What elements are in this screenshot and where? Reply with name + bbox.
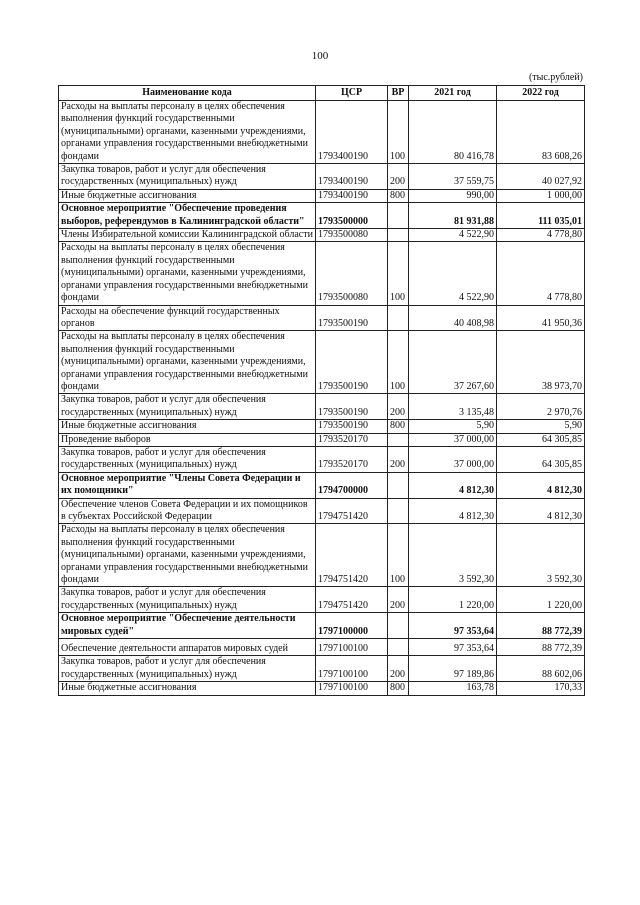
header-csr: ЦСР (316, 86, 388, 101)
row-name-cell: Расходы на обеспечение функций государственных органов (59, 305, 316, 331)
row-name-cell: Закупка товаров, работ и услуг для обеспечения государственных (муниципальных) нужд (59, 164, 316, 190)
row-name-cell: Основное мероприятие "Обеспечение деятельности мировых судей" (59, 613, 316, 639)
table-row (59, 587, 585, 613)
row-name-cell: Расходы на выплаты персоналу в целях обеспечения выполнения функций государственными (муниципальными) органами, казенными учреждениями, органами управления государственными внебюджетными фондами (59, 524, 316, 587)
table-row (59, 420, 585, 433)
row-name-cell: Иные бюджетные ассигнования (59, 682, 316, 695)
row-name-cell: Закупка товаров, работ и услуг для обеспечения государственных (муниципальных) нужд (59, 446, 316, 472)
header-2021: 2021 год (409, 86, 497, 101)
row-2021-cell: 4 522,90 (409, 242, 497, 305)
row-csr-cell: 1793400190 (316, 101, 388, 164)
row-vr-cell: 100 (388, 101, 409, 164)
table-row (59, 682, 585, 695)
row-2022-cell: 88 772,39 (497, 639, 585, 656)
row-2021-cell: 1 220,00 (409, 587, 497, 613)
row-csr-cell: 1797100100 (316, 682, 388, 695)
row-csr-cell: 1797100100 (316, 656, 388, 682)
row-2021-cell: 37 267,60 (409, 331, 497, 394)
row-name-cell: Иные бюджетные ассигнования (59, 189, 316, 202)
row-2021-cell: 163,78 (409, 682, 497, 695)
row-csr-cell: 1793500000 (316, 203, 388, 229)
row-csr-cell: 1793520170 (316, 433, 388, 446)
row-name-cell: Закупка товаров, работ и услуг для обеспечения государственных (муниципальных) нужд (59, 587, 316, 613)
table-row (59, 446, 585, 472)
row-2022-cell: 83 608,26 (497, 101, 585, 164)
row-vr-cell: 800 (388, 189, 409, 202)
row-2022-cell: 5,90 (497, 420, 585, 433)
row-csr-cell: 1793500190 (316, 305, 388, 331)
row-vr-cell: 200 (388, 394, 409, 420)
row-vr-cell (388, 472, 409, 498)
row-2022-cell: 2 970,76 (497, 394, 585, 420)
row-vr-cell (388, 639, 409, 656)
row-csr-cell: 1794700000 (316, 472, 388, 498)
row-csr-cell: 1797100000 (316, 613, 388, 639)
table-row (59, 305, 585, 331)
units-label: (тыс.рублей) (528, 72, 583, 83)
row-2022-cell: 111 035,01 (497, 203, 585, 229)
header-vr: ВР (388, 86, 409, 101)
table-row (59, 203, 585, 229)
row-2021-cell: 40 408,98 (409, 305, 497, 331)
row-name-cell: Расходы на выплаты персоналу в целях обеспечения выполнения функций государственными (муниципальными) органами, казенными учреждениями, органами управления государственными внебюджетными фондами (59, 331, 316, 394)
row-name-cell: Расходы на выплаты персоналу в целях обеспечения выполнения функций государственными (муниципальными) органами, казенными учреждениями, органами управления государственными внебюджетными фондами (59, 101, 316, 164)
row-2021-cell: 4 522,90 (409, 229, 497, 242)
row-csr-cell: 1793500190 (316, 420, 388, 433)
row-2021-cell: 5,90 (409, 420, 497, 433)
row-2022-cell: 41 950,36 (497, 305, 585, 331)
row-2022-cell: 4 812,30 (497, 498, 585, 524)
table-header-row (59, 86, 585, 101)
row-name-cell: Члены Избирательной комиссии Калининградской области (59, 229, 316, 242)
page-number: 100 (311, 50, 329, 62)
row-2022-cell: 3 592,30 (497, 524, 585, 587)
header-name: Наименование кода (59, 86, 316, 101)
row-vr-cell (388, 498, 409, 524)
row-2021-cell: 37 000,00 (409, 446, 497, 472)
row-2021-cell: 3 135,48 (409, 394, 497, 420)
row-csr-cell: 1793500190 (316, 394, 388, 420)
row-name-cell: Обеспечение деятельности аппаратов мировых судей (59, 639, 316, 656)
table-row (59, 164, 585, 190)
row-vr-cell: 200 (388, 446, 409, 472)
row-csr-cell: 1793400190 (316, 164, 388, 190)
row-vr-cell: 200 (388, 587, 409, 613)
row-csr-cell: 1793500190 (316, 331, 388, 394)
row-name-cell: Расходы на выплаты персоналу в целях обеспечения выполнения функций государственными (муниципальными) органами, казенными учреждениями, органами управления государственными внебюджетными фондами (59, 242, 316, 305)
row-2021-cell: 80 416,78 (409, 101, 497, 164)
row-csr-cell: 1794751420 (316, 498, 388, 524)
row-2022-cell: 4 778,80 (497, 229, 585, 242)
row-vr-cell: 100 (388, 242, 409, 305)
row-vr-cell: 200 (388, 164, 409, 190)
row-vr-cell: 100 (388, 524, 409, 587)
row-name-cell: Проведение выборов (59, 433, 316, 446)
row-2022-cell: 88 602,06 (497, 656, 585, 682)
row-vr-cell (388, 305, 409, 331)
row-vr-cell (388, 613, 409, 639)
row-2021-cell: 81 931,88 (409, 203, 497, 229)
row-2021-cell: 97 353,64 (409, 613, 497, 639)
row-2022-cell: 4 778,80 (497, 242, 585, 305)
row-2021-cell: 3 592,30 (409, 524, 497, 587)
table-row (59, 498, 585, 524)
table-row (59, 524, 585, 587)
table-row (59, 189, 585, 202)
row-2021-cell: 4 812,30 (409, 472, 497, 498)
row-2022-cell: 170,33 (497, 682, 585, 695)
row-vr-cell: 800 (388, 682, 409, 695)
row-2021-cell: 37 559,75 (409, 164, 497, 190)
row-2021-cell: 37 000,00 (409, 433, 497, 446)
row-2022-cell: 4 812,30 (497, 472, 585, 498)
row-2022-cell: 88 772,39 (497, 613, 585, 639)
row-name-cell: Обеспечение членов Совета Федерации и их помощников в субъектах Российской Федерации (59, 498, 316, 524)
row-vr-cell (388, 229, 409, 242)
table-row (59, 472, 585, 498)
row-csr-cell: 1793500080 (316, 242, 388, 305)
row-2021-cell: 97 189,86 (409, 656, 497, 682)
row-vr-cell (388, 203, 409, 229)
table-row (59, 433, 585, 446)
row-csr-cell: 1794751420 (316, 524, 388, 587)
row-csr-cell: 1793500080 (316, 229, 388, 242)
table-row (59, 656, 585, 682)
budget-table (58, 85, 585, 696)
row-name-cell: Основное мероприятие "Обеспечение проведения выборов, референдумов в Калининградской области" (59, 203, 316, 229)
table-body (59, 101, 585, 696)
row-csr-cell: 1797100100 (316, 639, 388, 656)
table-row (59, 242, 585, 305)
table-row (59, 639, 585, 656)
row-2021-cell: 4 812,30 (409, 498, 497, 524)
row-2021-cell: 990,00 (409, 189, 497, 202)
row-vr-cell: 100 (388, 331, 409, 394)
table-row (59, 331, 585, 394)
row-2022-cell: 40 027,92 (497, 164, 585, 190)
row-csr-cell: 1793520170 (316, 446, 388, 472)
row-name-cell: Основное мероприятие "Члены Совета Федерации и их помощники" (59, 472, 316, 498)
row-2022-cell: 1 220,00 (497, 587, 585, 613)
table-row (59, 229, 585, 242)
table-row (59, 101, 585, 164)
row-name-cell: Закупка товаров, работ и услуг для обеспечения государственных (муниципальных) нужд (59, 656, 316, 682)
row-name-cell: Закупка товаров, работ и услуг для обеспечения государственных (муниципальных) нужд (59, 394, 316, 420)
row-csr-cell: 1794751420 (316, 587, 388, 613)
row-2022-cell: 64 305,85 (497, 433, 585, 446)
row-2022-cell: 1 000,00 (497, 189, 585, 202)
table-row (59, 613, 585, 639)
header-2022: 2022 год (497, 86, 585, 101)
table-row (59, 394, 585, 420)
row-name-cell: Иные бюджетные ассигнования (59, 420, 316, 433)
row-vr-cell (388, 433, 409, 446)
row-2021-cell: 97 353,64 (409, 639, 497, 656)
row-csr-cell: 1793400190 (316, 189, 388, 202)
row-vr-cell: 800 (388, 420, 409, 433)
row-vr-cell: 200 (388, 656, 409, 682)
row-2022-cell: 64 305,85 (497, 446, 585, 472)
row-2022-cell: 38 973,70 (497, 331, 585, 394)
